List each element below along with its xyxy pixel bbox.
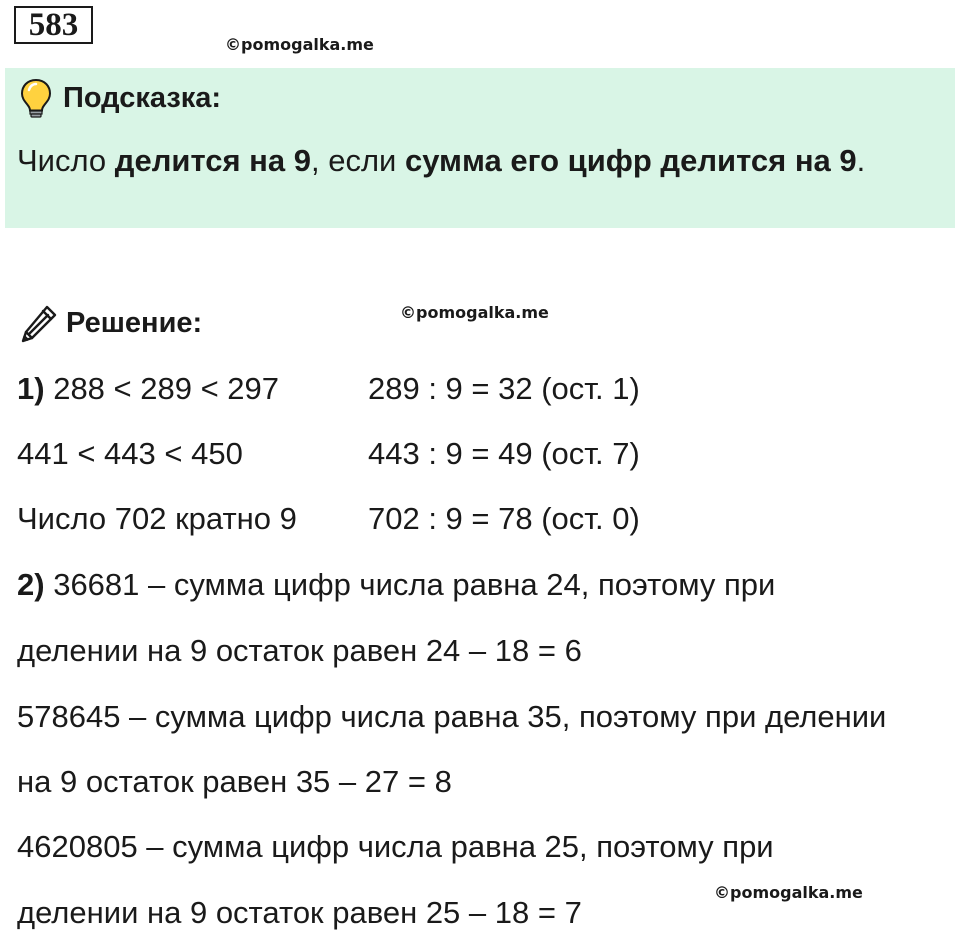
part-marker: 1) xyxy=(17,371,45,406)
solution-header xyxy=(18,300,202,346)
solution-line: делении на 9 остаток равен 24 – 18 = 6 xyxy=(17,633,582,668)
pencil-icon xyxy=(18,301,60,345)
comparison-text: 441 < 443 < 450 xyxy=(17,436,243,471)
solution-line: делении на 9 остаток равен 25 – 18 = 7 xyxy=(17,895,582,930)
solution-row xyxy=(17,369,279,409)
comparison-text: Число 702 кратно 9 xyxy=(17,501,297,536)
watermark: ©pomogalka.me xyxy=(225,35,374,54)
hint-text-part: Число xyxy=(17,143,115,178)
hint-text-emphasis: сумма его цифр делится на 9 xyxy=(404,143,857,178)
hint-text-part: . xyxy=(856,143,866,178)
division-text: 289 : 9 = 32 (ост. 1) xyxy=(368,371,640,406)
watermark: ©pomogalka.me xyxy=(714,883,863,902)
hint-header xyxy=(19,78,221,118)
task-number: 583 xyxy=(14,6,93,44)
solution-line: 4620805 – сумма цифр числа равна 25, поэтому при xyxy=(17,829,774,864)
lightbulb-icon xyxy=(19,78,53,118)
division-text: 702 : 9 = 78 (ост. 0) xyxy=(368,501,640,536)
solution-row xyxy=(17,565,775,605)
part-marker: 2) xyxy=(17,567,45,602)
solution-line: 578645 – сумма цифр числа равна 35, поэтому при делении xyxy=(17,699,887,734)
hint-box xyxy=(5,68,955,228)
solution-line: на 9 остаток равен 35 – 27 = 8 xyxy=(17,764,452,799)
comparison-text: 288 < 289 < 297 xyxy=(53,371,280,406)
hint-text-part: , если xyxy=(310,143,405,178)
solution-line: 36681 – сумма цифр числа равна 24, поэтому при xyxy=(53,567,776,602)
hint-title: Подсказка: xyxy=(63,81,222,114)
solution-title: Решение: xyxy=(66,306,203,339)
hint-text-emphasis: делится на 9 xyxy=(114,143,311,178)
division-text: 443 : 9 = 49 (ост. 7) xyxy=(368,436,640,471)
hint-text xyxy=(17,143,865,179)
watermark: ©pomogalka.me xyxy=(400,303,549,322)
